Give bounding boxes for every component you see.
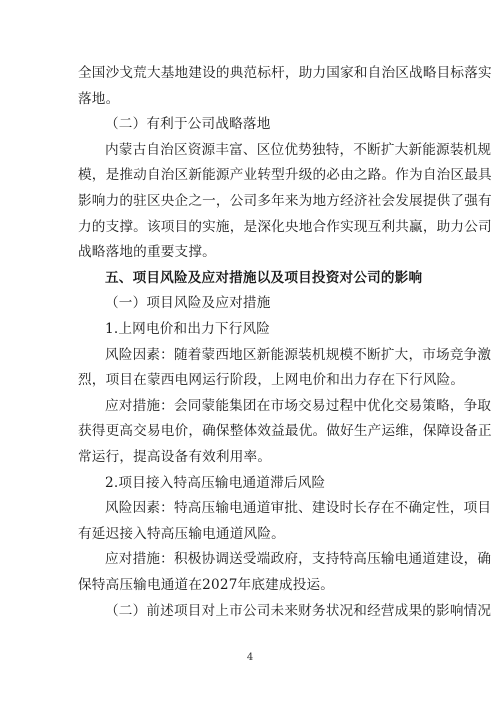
paragraph-line: 全国沙戈荒大基地建设的典范标杆，助力国家和自治区战略目标落实: [78, 65, 492, 81]
page-number: 4: [246, 652, 254, 663]
paragraph-line: 烈，项目在蒙西电网运行阶段，上网电价和出力存在下行风险。: [78, 372, 465, 389]
subsection-heading: （二）有利于公司战略落地: [105, 116, 271, 133]
paragraph-line: 影响力的驻区央企之一，公司多年来为地方经济社会发展提供了强有: [78, 193, 492, 209]
paragraph-line: 获得更高交易电价，确保整体效益最优。做好生产运维，保障设备正: [78, 423, 492, 440]
paragraph-line: 风险因素：随着蒙西地区新能源装机规模不断扩大，市场竞争激: [105, 346, 492, 363]
subsection-heading: （一）项目风险及应对措施: [105, 295, 271, 312]
paragraph-line: 有延迟接入特高压输电通道风险。: [78, 525, 285, 542]
paragraph-line: 力的支撑。该项目的实施，是深化央地合作实现互利共赢，助力公司: [78, 218, 492, 235]
paragraph-line: 保特高压输电通道在2027年底建成投运。: [78, 577, 335, 593]
paragraph-line: 模，是推动自治区新能源产业转型升级的必由之路。作为自治区最具: [78, 167, 492, 184]
paragraph-line: 落地。: [78, 90, 120, 107]
risk-item-heading: 2.项目接入特高压输电通道滞后风险: [105, 474, 326, 491]
paragraph-line: 内蒙古自治区资源丰富、区位优势独特，不断扩大新能源装机规: [105, 141, 492, 158]
paragraph-line: 应对措施：积极协调送受端政府，支持特高压输电通道建设，确: [105, 551, 492, 568]
paragraph-line: 战略落地的重要支撑。: [78, 244, 216, 261]
paragraph-line: 应对措施：会同蒙能集团在市场交易过程中优化交易策略，争取: [105, 397, 492, 414]
paragraph-line: 常运行，提高设备有效利用率。: [78, 449, 272, 465]
subsection-heading: （二）前述项目对上市公司未来财务状况和经营成果的影响情况: [105, 602, 492, 619]
paragraph-line: 风险因素：特高压输电通道审批、建设时长存在不确定性，项目: [105, 500, 492, 517]
section-heading: 五、项目风险及应对措施以及项目投资对公司的影响: [105, 269, 423, 286]
risk-item-heading: 1.上网电价和出力下行风险: [105, 321, 271, 337]
